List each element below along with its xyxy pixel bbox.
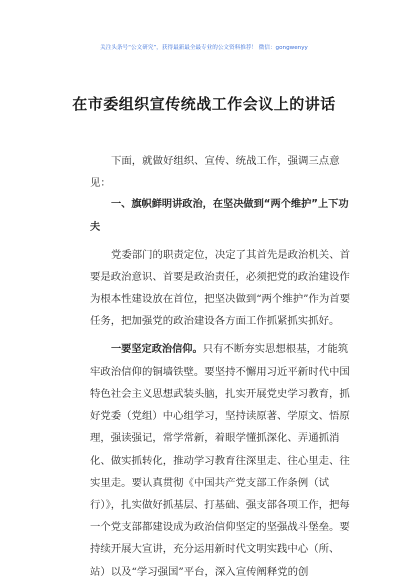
page-title: 在市委组织宣传统战工作会议上的讲话 [72, 95, 336, 113]
paragraph-1: 党委部门的职责定位，决定了其首先是政治机关、首要是政治意识、首要是政治责任，必须把党的政治建设作为根本性建设放在首位，把坚决做到“两个维护”作为首要任务，把加强党的政治建设各方面工作抓紧抓实抓好。 [90, 248, 350, 328]
paragraph-2-lead: 一要坚定政治信仰。 [111, 343, 203, 355]
paragraph-2-body: 只有不断夯实思想根基，才能筑牢政治信仰的铜墙铁壁。要坚持不懈用习近平新时代中国特色社会主义思想武装头脑，扎实开展党史学习教育，抓好党委（党组）中心组学习，坚持读原著、学原文、悟原理，强读强记，常学常新，着眼学懂抓深化、弄通抓消化、做实抓转化，推动学习教育往深里走、往心里走、往实里走。要认真贯彻《中国共产党支部工作条例（试行）》，扎实做好抓基层、打基础、强支部各项工作，把每一个党支部都建设成为政治信仰坚定的坚强战斗堡垒。要持续开展大宣讲，充分运用新时代文明实践中心（所、站）以及“学习强国”平台，深入宣传阐释党的创 [90, 342, 350, 578]
document-body [90, 150, 352, 583]
intro-paragraph: 下面，就做好组织、宣传、统战工作，强调三点意见： [90, 155, 340, 190]
section-heading-1: 一、旗帜鲜明讲政治，在坚决做到“两个维护”上下功夫 [90, 199, 349, 233]
paragraph-2 [90, 338, 352, 583]
promo-banner: 关注头条号“公文研究”，获得最新最全最专业的公文资料推荐！ 微信：gongwenyy [100, 45, 308, 51]
